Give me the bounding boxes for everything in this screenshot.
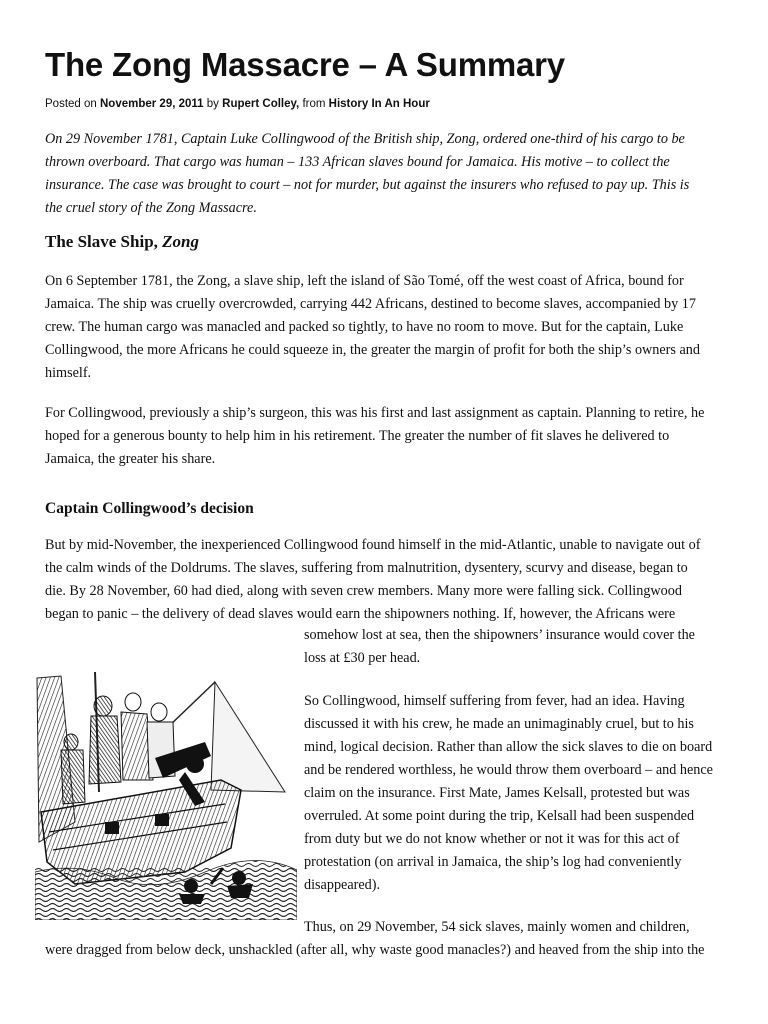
paragraph-line: were dragged from below deck, unshackled (after all, why waste good manacles?) and heaved from the ship into the — [45, 942, 705, 958]
paragraph-line: die. By 28 November, 60 had died, along with seven crew members. Many more were falling sick. Collingwood — [45, 583, 682, 599]
paragraph-line: began to panic – the delivery of dead slaves would earn the shipowners nothing. If, however, the Africans were — [45, 606, 676, 622]
paragraph-line: But by mid-November, the inexperienced Collingwood found himself in the mid-Atlantic, unable to navigate out of — [45, 537, 701, 553]
intro-line: thrown overboard. That cargo was human – 133 African slaves bound for Jamaica. His motive – to collect the — [45, 154, 670, 170]
paragraph-continued — [304, 624, 734, 670]
ship-engraving-illustration — [35, 672, 297, 920]
author-name: Rupert Colley, — [222, 98, 300, 110]
intro-line: On 29 November 1781, Captain Luke Collingwood of the British ship, Zong, ordered one-third of his cargo to be — [45, 131, 685, 147]
paragraph — [45, 916, 745, 962]
article-meta — [45, 98, 430, 110]
paragraph-line: himself. — [45, 365, 92, 381]
paragraph-line: crew. The human cargo was manacled and packed so tightly, to have no room to move. But for the captain, Luke — [45, 319, 684, 335]
paragraph-line: and be rendered worthless, he would throw them overboard – and hence — [304, 762, 713, 778]
paragraph-line: On 6 September 1781, the Zong, a slave ship, left the island of São Tomé, off the west coast of Africa, bound for — [45, 273, 684, 289]
paragraph-line: For Collingwood, previously a ship’s surgeon, this was his first and last assignment as captain. Planning to retire, he — [45, 405, 705, 421]
paragraph — [304, 690, 734, 897]
paragraph-line: mind, logical decision. Rather than allow the sick slaves to die on board — [304, 739, 713, 755]
paragraph-line: somehow lost at sea, then the shipowners’ insurance would cover the — [304, 627, 695, 643]
paragraph-line: Jamaica, the greater his share. — [45, 451, 216, 467]
paragraph-line: discussed it with his crew, he made an unimaginably cruel, but to his — [304, 716, 694, 732]
paragraph-line: the calm winds of the Doldrums. The slaves, suffering from malnutrition, dysentery, scurvy and disease, began to — [45, 560, 688, 576]
by-label: by — [206, 98, 219, 110]
paragraph-line: claim on the insurance. First Mate, James Kelsall, protested but was — [304, 785, 690, 801]
source-name: History In An Hour — [328, 98, 430, 110]
post-date: November 29, 2011 — [100, 98, 204, 110]
paragraph-line: So Collingwood, himself suffering from fever, had an idea. Having — [304, 693, 685, 709]
intro-line: the cruel story of the Zong Massacre. — [45, 200, 257, 216]
section-heading-slave-ship: The Slave Ship, Zong — [45, 232, 199, 251]
paragraph-line: Jamaica. The ship was cruelly overcrowded, carrying 442 Africans, destined to become slaves, accompanied by 17 — [45, 296, 696, 312]
paragraph-line: Thus, on 29 November, 54 sick slaves, mainly women and children, — [304, 919, 690, 935]
paragraph-line: disappeared). — [304, 877, 381, 893]
section-heading-decision: Captain Collingwood’s decision — [45, 500, 254, 517]
posted-on-label: Posted on — [45, 98, 97, 110]
paragraph-line: hoped for a generous bounty to help him in his retirement. The greater the number of fit slaves he delivered to — [45, 428, 670, 444]
paragraph-line: protestation (on arrival in Jamaica, the ship’s log had conveniently — [304, 854, 682, 870]
paragraph-line: overruled. At some point during the trip, Kelsall had been suspended — [304, 808, 695, 824]
paragraph — [45, 402, 745, 471]
paragraph-line: from duty but we do not know whether or not it was for this act of — [304, 831, 680, 847]
article-intro — [45, 128, 735, 220]
paragraph-line: loss at £30 per head. — [304, 650, 421, 666]
article-title: The Zong Massacre – A Summary — [45, 46, 565, 83]
from-label: from — [302, 98, 326, 110]
paragraph — [45, 534, 745, 626]
paragraph — [45, 270, 745, 385]
paragraph-line: Collingwood, the more Africans he could squeeze in, the greater the margin of profit for both the ship’s owners and — [45, 342, 700, 358]
intro-line: insurance. The case was brought to court – not for murder, but against the insurers who refused to pay up. This is — [45, 177, 690, 193]
